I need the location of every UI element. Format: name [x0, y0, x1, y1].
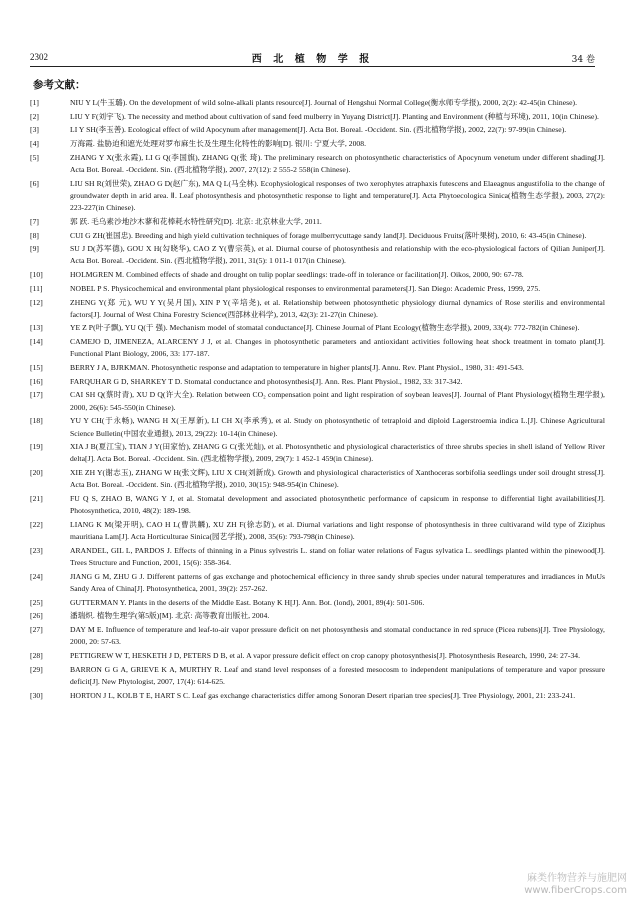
reference-text: FU Q S, ZHAO B, WANG Y J, et al. Stomatal development and associated photosynthetic performance of capsicum in response to differential light availabilities[J]. Photosynthetica, 2010, 48(2): 189-198.: [70, 494, 605, 516]
reference-list: [30, 97, 605, 703]
reference-text: CUI G ZH(崔国忠). Breeding and high yield cultivation techniques of forage mulberrycuttage sandy land[J]. Deciduous Fruits(落叶果树), 2010, 6: 43-45(in Chinese).: [70, 230, 587, 240]
watermark-line-2: www.fiberCrops.com: [524, 885, 627, 896]
reference-item: [30, 322, 605, 334]
reference-item: [30, 467, 605, 491]
reference-text: BERRY J A, BJRKMAN. Photosynthetic response and adaptation to temperature in higher plants[J]. Annu. Rev. Plant Physiol., 1980, 31: 491-543.: [70, 363, 524, 373]
reference-number: [3]: [30, 125, 40, 135]
reference-item: [30, 178, 605, 215]
reference-number: [1]: [30, 98, 40, 107]
reference-text: GUTTERMAN Y. Plants in the deserts of the Middle East. Botany K H[J]. Ann. Bot. (lond), 2001, 89(4): 501-506.: [70, 597, 425, 607]
reference-item: [30, 269, 605, 281]
reference-number: [12]: [30, 297, 43, 307]
reference-number: [25]: [30, 597, 43, 607]
reference-text: ARANDEL, GIL L, PARDOS J. Effects of thinning in a Pinus sylvestris L. stand on foliar water relations of Fagus sylvatica L. seedlings planted within the pinewood[J]. Trees Structure and Function, 2001, 15(6): 358-364.: [70, 545, 605, 568]
reference-text: ZHENG Y(郑 元), WU Y Y(吴月国), XIN P Y(辛培尧), et al. Relationship between photosynthetic physiology diurnal dynamics of Rose sterilis and environmental factors[J]. Journal of West China Forestry Science(西部林业科学), 2013, 42(3): 21-27(in Chinese).: [70, 297, 605, 319]
reference-item: [30, 152, 605, 176]
reference-text: DAY M E. Influence of temperature and leaf-to-air vapor pressure deficit on net photosynthesis and stomatal conductance in red spruce (Picea rubens)[J]. Tree Physiology, 2000, 20: 57-63.: [70, 625, 605, 647]
reference-text: HORTON J L, KOLB T E, HART S C. Leaf gas exchange characteristics differ among Sonoran Desert riparian tree species[J]. Tree Physiology, 2001, 21: 233-241.: [70, 690, 576, 700]
reference-number: [28]: [30, 651, 43, 661]
reference-number: [4]: [30, 139, 40, 149]
reference-text: FARQUHAR G D, SHARKEY T D. Stomatal conductance and photosynthesis[J]. Ann. Res. Plant Physiol., 1982, 33: 317-342.: [70, 376, 463, 386]
reference-number: [5]: [30, 152, 40, 162]
reference-item: [30, 519, 605, 543]
reference-item: [30, 441, 605, 465]
volume-label: 34 卷: [571, 55, 595, 65]
reference-number: [23]: [30, 545, 43, 555]
reference-text: JIANG G M, ZHU G J. Different patterns of gas exchange and photochemical efficiency in three sandy shrub species under natural temperatures and irradiances in MuUs Sandy Area of China[J]. Photosynthetica, 2001, 39(2): 257-262.: [70, 571, 605, 594]
reference-item: [30, 138, 605, 150]
reference-item: [30, 650, 605, 662]
reference-item: [30, 493, 605, 517]
reference-text: LIU Y F(刘宇飞). The necessity and method about cultivation of sand feed mulberry in Yuyang District[J]. Planting and Environment (种植与环境), 2011, 10(in Chinese).: [70, 111, 599, 121]
reference-text: 万海霞. 盐胁迫和遮光处理对罗布麻生长及生理生化特性的影响[D]. 银川: 宁夏大学, 2008.: [70, 139, 367, 149]
reference-item: [30, 362, 605, 374]
reference-number: [22]: [30, 520, 43, 529]
reference-number: [13]: [30, 323, 43, 333]
reference-number: [19]: [30, 442, 43, 452]
header-rule: [30, 66, 595, 67]
reference-item: [30, 545, 605, 569]
reference-item: [30, 571, 605, 595]
page-number: 2302: [30, 52, 48, 62]
watermark: [524, 873, 627, 897]
reference-item: [30, 415, 605, 439]
reference-number: [26]: [30, 611, 43, 621]
reference-text: NIU Y L(牛玉璐). On the development of wild solne-alkali plants resource[J]. Journal of Hengshui Normal College(衡水师专学报), 2000, 2(2): 42-45(in Chinese).: [70, 98, 578, 107]
reference-item: [30, 216, 605, 228]
reference-number: [11]: [30, 283, 43, 293]
reference-item: [30, 124, 605, 136]
reference-text: CAMEJO D, JIMENEZA, ALARCENY J J, et al. Changes in photosynthetic parameters and antioxidant activities following heat shock treatment in tomato plant[J]. Functional Plant Biology, 2006, 33: 177-187.: [70, 337, 605, 359]
reference-number: [16]: [30, 376, 43, 386]
reference-number: [6]: [30, 178, 40, 188]
reference-number: [20]: [30, 468, 43, 478]
reference-text: BARRON G G A, GRIEVE K A, MURTHY R. Leaf and stand level responses of a forested mesocosm to independent manipulations of temperature and vapor pressure deficit[J]. New Phytologist, 2007, 17(4): 614-625.: [70, 664, 605, 686]
reference-item: [30, 624, 605, 648]
reference-item: [30, 283, 605, 295]
reference-number: [30]: [30, 690, 43, 700]
reference-text: LIANG K M(梁开明), CAO H L(曹洪麟), XU ZH F(徐志防), et al. Diurnal variations and light response of photosynthesis in three cultivarand wild type of Ziziphus mauritiana Lam[J]. Acta Horticulturae Sinica(园艺学报), 2008, 35(6): 793-798(in Chinese).: [70, 520, 605, 542]
reference-text: CAI SH Q(蔡时青), XU D Q(许大全). Relation between CO₂ compensation point and light respiration of soybean leaves[J]. Journal of Plant Physiology(植物生理学报), 2000, 26(6): 545-550(in Chinese).: [70, 390, 605, 412]
reference-item: [30, 610, 605, 622]
reference-number: [29]: [30, 664, 43, 674]
reference-item: [30, 297, 605, 321]
reference-item: [30, 597, 605, 609]
reference-item: [30, 243, 605, 267]
reference-number: [21]: [30, 494, 43, 504]
watermark-line-1: 麻类作物营养与施肥网: [527, 873, 627, 884]
reference-number: [15]: [30, 363, 43, 373]
reference-number: [27]: [30, 625, 43, 635]
reference-text: SU J D(苏军德), GOU X H(勾晓华), CAO Z Y(曹宗英), et al. Diurnal course of photosynthesis and relationship with the eco-physiological factors of Qilian Juniper[J]. Acta Bot. Boreal. -Occident. Sin. (西北植物学报), 2011, 31(5): 1 011-1 017(in Chinese).: [70, 244, 605, 266]
reference-text: LI Y SH(李玉善). Ecological effect of wild Apocynum after management[J]. Acta Bot. Boreal. -Occident. Sin. (西北植物学报), 2002, 22(7): 97-99(in Chinese).: [70, 125, 567, 135]
reference-text: 潘瑞炽. 植物生理学(第5版)[M]. 北京: 高等教育出版社, 2004.: [70, 611, 270, 621]
reference-item: [30, 389, 605, 413]
reference-item: [30, 111, 605, 123]
reference-number: [10]: [30, 270, 43, 280]
reference-item: [30, 664, 605, 688]
reference-item: [30, 230, 605, 242]
reference-item: [30, 690, 605, 702]
reference-number: [7]: [30, 216, 40, 226]
reference-number: [24]: [30, 571, 43, 581]
reference-text: HOLMGREN M. Combined effects of shade and drought on tulip poplar seedlings: trade-off in tolerance or facilitation[J]. Oikos, 2000, 90: 67-78.: [70, 270, 524, 280]
reference-number: [2]: [30, 111, 40, 121]
reference-text: 郭 跃. 毛乌素沙地沙木蓼和花棒耗水特性研究[D]. 北京: 北京林业大学, 2011.: [70, 216, 322, 226]
reference-item: [30, 97, 605, 109]
reference-item: [30, 336, 605, 360]
reference-number: [8]: [30, 230, 40, 240]
journal-title: 西 北 植 物 学 报: [251, 54, 374, 65]
reference-text: LIU SH R(刘世荣), ZHAO G D(赵广东), MA Q L(马全林). Ecophysiological responses of two xerophytes atraphaxis futescens and Elaeagnus angustifolia to the change of groundwater depth in arid area. Ⅱ. Leaf photosynthesis and photosynthetic response to light and temperature[J]. Acta Phytoecologica Sinica(植物生态学报), 2003, 27(2): 223-227(in Chinese).: [70, 178, 605, 213]
reference-number: [9]: [30, 244, 40, 254]
reference-number: [14]: [30, 337, 43, 347]
reference-text: ZHANG Y X(张永霞), LI G Q(李国旗), ZHANG Q(张 琦). The preliminary research on photosynthetic characteristics of Apocynum venetum under different shading[J]. Acta Bot. Boreal. -Occident. Sin. (西北植物学报), 2007, 27(12): 2 555-2 558(in Chinese).: [70, 152, 605, 175]
reference-text: YE Z P(叶子飘), YU Q(于 强). Mechanism model of stomatal conductance[J]. Chinese Journal of Plant Ecology(植物生态学报), 2009, 33(4): 772-782(in Chinese).: [70, 323, 580, 333]
running-header: [30, 50, 595, 64]
reference-number: [17]: [30, 390, 43, 400]
reference-text: XIE ZH Y(谢志玉), ZHANG W H(张文辉), LIU X CH(刘新成). Growth and physiological characteristics of Xanthoceras sorbifolia seedlings under soil drought stress[J]. Acta Bot. Boreal. -Occident. Sin. (西北植物学报), 2010, 30(15): 948-954(in Chinese).: [70, 468, 605, 490]
reference-text: YU Y CH(于永畅), WANG H X(王厚新), LI CH X(李承秀), et al. Study on photosynthetic of tetraploid and diploid Lagerstroemia indica L.[J]. Chinese Agricultural Science Bulletin(中国农业通报), 2013, 29(22): 10-14(in Chinese).: [70, 416, 605, 438]
reference-item: [30, 376, 605, 388]
reference-text: XIA J B(夏江宝), TIAN J Y(田家怡), ZHANG G C(张光灿), et al. Photosynthetic and physiological characteristics of three shrubs species in shell island of Yellow River delta[J]. Acta Bot. Boreal. -Occident. Sin. (西北植物学报), 2009, 29(7): 1 452-1 459(in Chinese).: [70, 442, 605, 464]
reference-text: PETTIGREW W T, HESKETH J D, PETERS D B, et al. A vapor pressure deficit effect on crop canopy photosynthesis[J]. Photosynthesis Research, 1990, 24: 27-34.: [70, 651, 581, 661]
references-heading: 参考文献：: [33, 79, 86, 91]
reference-number: [18]: [30, 416, 43, 426]
reference-text: NOBEL P S. Physicochemical and environmental plant physiological responses to environmental parameters[J]. San Diego: Academic Press, 1999, 275.: [70, 283, 541, 293]
